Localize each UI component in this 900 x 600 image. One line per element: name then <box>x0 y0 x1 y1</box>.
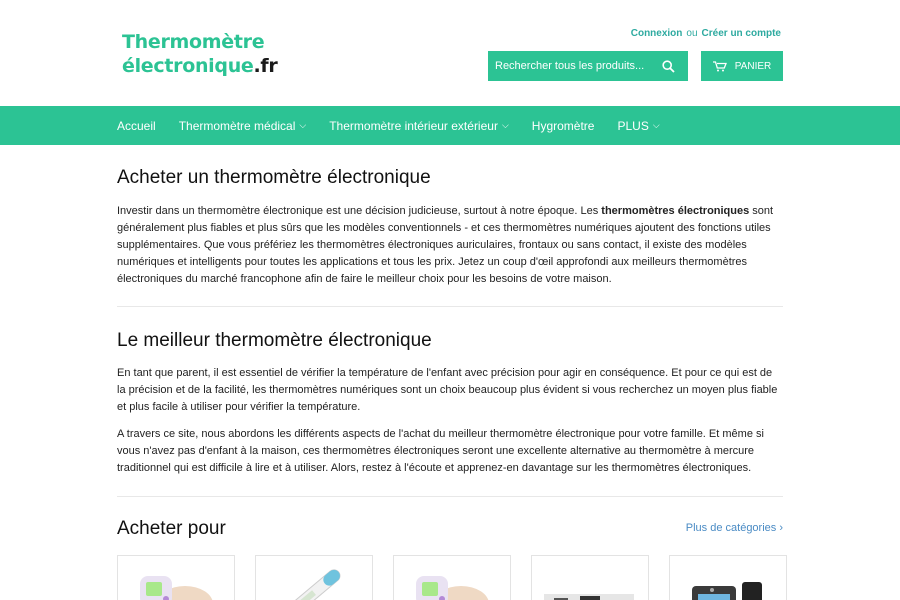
search-icon <box>662 60 675 73</box>
logo-tld: .fr <box>253 55 278 77</box>
nav-item-accueil[interactable] <box>117 119 156 133</box>
chevron-down-icon: ⌵ <box>299 120 307 130</box>
section-divider <box>117 306 783 307</box>
section-title-acheter-pour: Acheter pour <box>117 518 226 539</box>
logo-line-2: électronique <box>122 55 254 77</box>
cart-icon <box>713 61 727 72</box>
more-categories-link[interactable]: Plus de catégories › <box>685 522 783 534</box>
cart-button[interactable] <box>701 51 783 81</box>
intro-text-part: sont généralement plus fiables et plus sûrs que les modèles conventionnels - et ces thermomètres numériques ajoutent des fonctions utiles supplémentaires. Que vous préfériez les thermomètres électroniques auriculaires, frontaux ou sans contact, il existe des modèles numériques et intelligents pour toutes les applications et tous les prix. Jetez un coup d'œil approfondi aux meilleurs thermomètres électroniques du marché francophone afin de faire le meilleur choix pour les besoins de votre maison. <box>117 205 774 285</box>
category-card[interactable] <box>117 555 235 600</box>
account-links <box>631 28 781 39</box>
nav-label: PLUS <box>617 118 649 133</box>
login-link[interactable]: Connexion <box>630 28 683 39</box>
or-text: ou <box>686 28 698 39</box>
weather-station-image <box>682 566 772 600</box>
nav-label: Accueil <box>117 118 156 133</box>
search-bar <box>488 51 688 81</box>
site-header <box>0 0 900 106</box>
section-title-acheter: Acheter un thermomètre électronique <box>117 167 431 188</box>
logo-line-1: Thermomètre <box>122 31 265 53</box>
section-paragraph: A travers ce site, nous abordons les différents aspects de l'achat du meilleur thermomètre électronique pour votre famille. Et même si vous n'avez pas d'enfant à la maison, ces thermomètres électroniques seront une excellente alternative au thermomètre à mercure traditionnel qui est difficile à lire et à utiliser. Alors, restez à l'écoute et apprenez-en davantage sur les thermomètres électroniques. <box>117 428 764 474</box>
nav-item-thermometre-medical[interactable] <box>179 119 307 133</box>
search-input[interactable] <box>488 60 653 72</box>
category-card[interactable] <box>669 555 787 600</box>
forehead-thermometer-image <box>406 566 496 600</box>
nav-label: Hygromètre <box>531 118 595 133</box>
section-intro-text <box>117 203 783 288</box>
cart-label: PANIER <box>734 60 772 72</box>
intro-text-bold: thermomètres électroniques <box>601 205 750 217</box>
intro-text-part: Investir dans un thermomètre électronique est une décision judicieuse, surtout à notre époque. Les <box>117 205 602 217</box>
register-link[interactable]: Créer un compte <box>701 28 781 39</box>
indoor-station-image <box>544 566 634 600</box>
chevron-down-icon: ⌵ <box>652 120 660 130</box>
nav-item-plus[interactable] <box>617 119 659 133</box>
search-button[interactable] <box>653 51 683 81</box>
nav-label: Thermomètre intérieur extérieur <box>329 118 498 133</box>
nav-label: Thermomètre médical <box>178 118 296 133</box>
section-title-meilleur: Le meilleur thermomètre électronique <box>117 330 432 351</box>
section-divider <box>117 496 783 497</box>
nav-item-hygrometre[interactable] <box>532 119 595 133</box>
category-card[interactable] <box>393 555 511 600</box>
category-card[interactable] <box>531 555 649 600</box>
chevron-down-icon: ⌵ <box>501 120 509 130</box>
forehead-thermometer-image <box>130 566 220 600</box>
category-card[interactable] <box>255 555 373 600</box>
category-grid <box>117 555 787 600</box>
nav-item-thermometre-interieur-exterieur[interactable] <box>329 119 509 133</box>
site-logo[interactable] <box>122 30 277 78</box>
main-nav <box>0 106 900 145</box>
section-paragraph: En tant que parent, il est essentiel de vérifier la température de l'enfant avec précision pour agir en conséquence. Et pour ce qui est de la précision et de la facilité, les thermomètres numériques sont un choix beaucoup plus évident si vous recherchez un moyen plus fiable et plus facile à utiliser pour vérifier la température. <box>117 367 778 413</box>
stick-thermometer-image <box>268 566 358 600</box>
